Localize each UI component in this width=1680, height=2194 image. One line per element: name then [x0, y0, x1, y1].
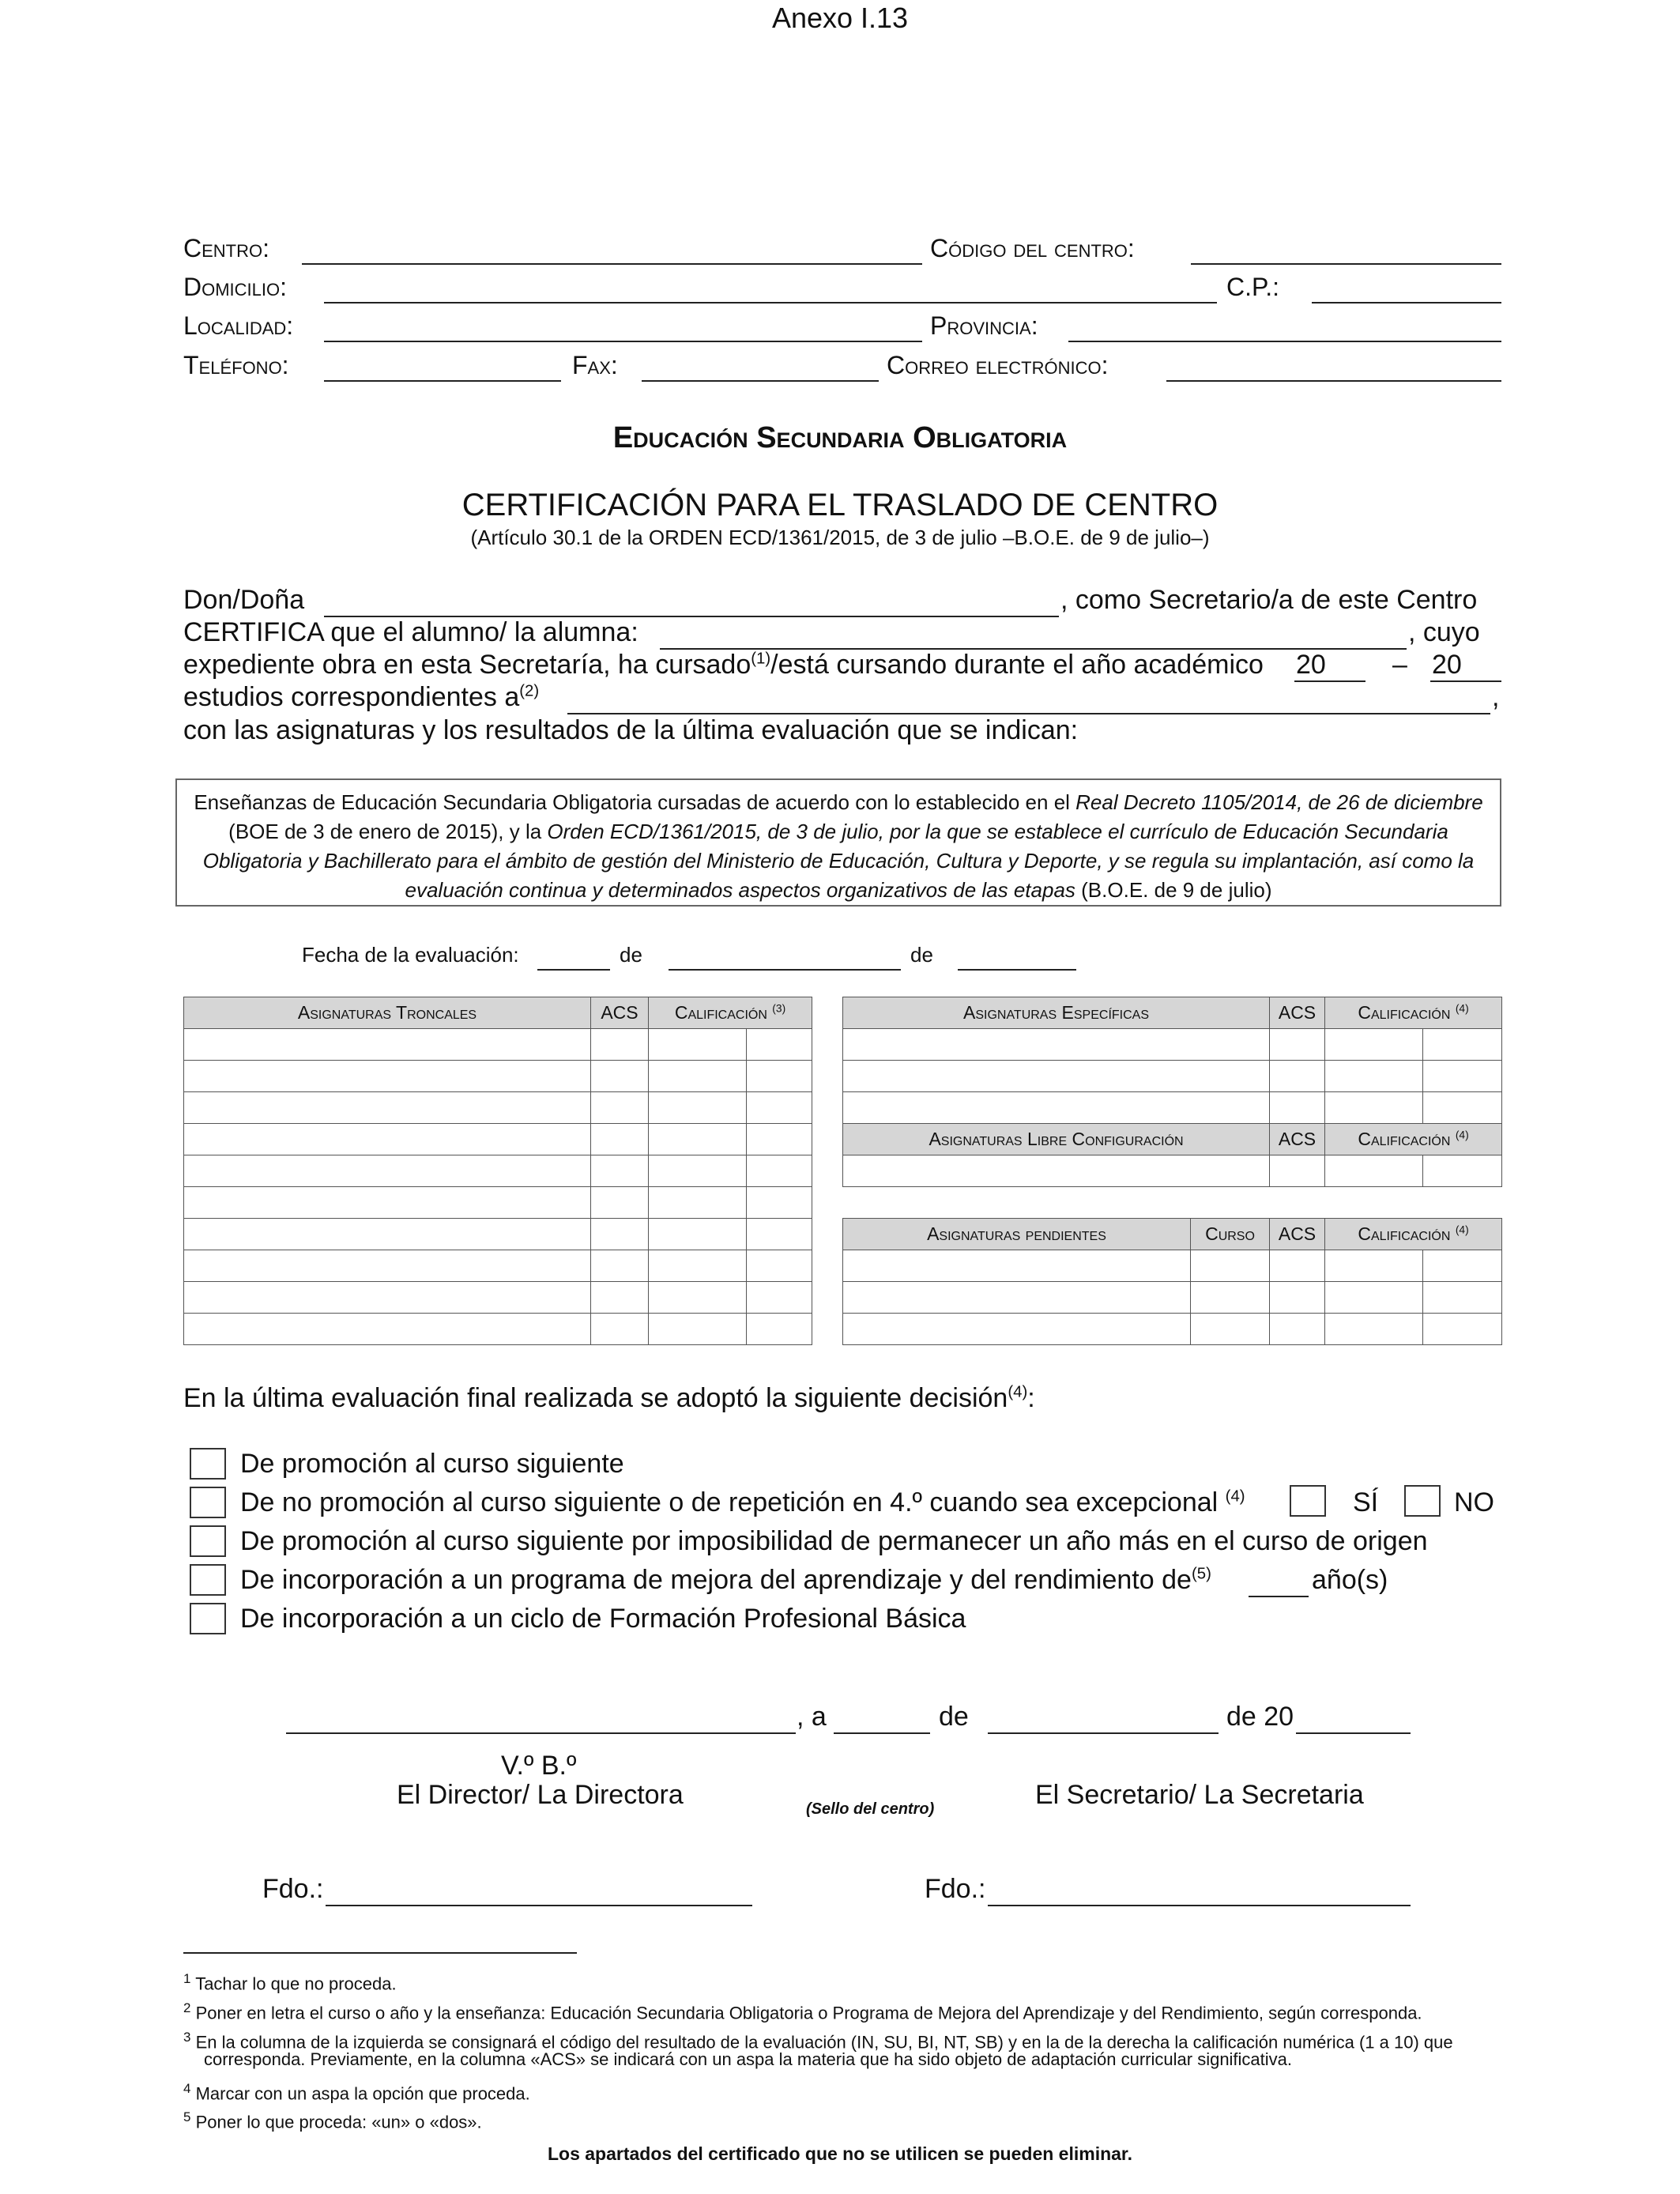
- place-a: , a: [797, 1702, 827, 1732]
- codigo-label: Código del centro:: [930, 234, 1135, 262]
- legal-italic-2: Orden ECD/1361/2015, de 3 de julio, por la que se establece el currículo de Educación Secundaria Obligatoria y Bachillerato para el ámbito de gestión del Ministerio de Educación, Cultura y Deporte, y se regula su implantación, así como la evaluación continua y determinados aspectos organizativos de las etapas: [202, 820, 1475, 902]
- libre-acs-header: ACS: [1270, 1124, 1325, 1155]
- cursando-text: /está cursando durante el año académico: [770, 650, 1264, 680]
- fdo-secretario-label: Fdo.:: [925, 1874, 986, 1904]
- footnote-3: $^3$ En la columna de la izquierda se consignará el código del resultado de la evaluación (IN, SU, BI, NT, SB) y en la de la derecha la calificación numérica (1 a 10) que: [183, 2030, 1453, 2053]
- legal-text-2: (BOE de 3 de enero de 2015), y la: [228, 820, 548, 843]
- year-dash: –: [1392, 650, 1407, 680]
- table-row[interactable]: [843, 1250, 1502, 1282]
- footnote-ref-4: (4): [1008, 1383, 1028, 1401]
- troncales-header: Asignaturas Troncales: [184, 997, 591, 1029]
- table-row[interactable]: [184, 1029, 812, 1061]
- date-de20: de 20: [1226, 1702, 1294, 1732]
- correo-field[interactable]: [1166, 380, 1501, 382]
- fecha-month-field[interactable]: [669, 969, 901, 971]
- expediente-line: [183, 650, 1264, 680]
- localidad-label: Localidad:: [183, 311, 294, 340]
- centro-label: Centro:: [183, 234, 269, 262]
- correo-label: Correo electrónico:: [887, 351, 1109, 379]
- level-title: Educación Secundaria Obligatoria: [612, 421, 1068, 454]
- option-4-label: De incorporación a un programa de mejora del aprendizaje y del rendimiento $de^{(5)}$: [240, 1565, 1211, 1595]
- doc-title: CERTIFICACIÓN PARA EL TRASLADO DE CENTRO: [461, 488, 1219, 522]
- asignaturas-intro: con las asignaturas y los resultados de la última evaluación que se indican:: [183, 715, 1079, 745]
- option-5-label: De incorporación a un ciclo de Formación Profesional Básica: [240, 1604, 966, 1634]
- place-field[interactable]: [286, 1732, 796, 1734]
- footnote-4: $^4$ Marcar con un aspa la opción que proceda.: [183, 2081, 530, 2104]
- pendientes-curso-header: Curso: [1191, 1219, 1270, 1250]
- table-header-row: [843, 1124, 1502, 1155]
- vb-label: V.º B.º: [501, 1751, 577, 1781]
- fecha-de-2: de: [910, 943, 933, 967]
- option-3-checkbox[interactable]: [190, 1525, 226, 1557]
- secretario-label: El Secretario/ La Secretaria: [1035, 1780, 1364, 1810]
- final-note: Los apartados del certificado que no se utilicen se pueden eliminar.: [547, 2143, 1133, 2164]
- month-field[interactable]: [988, 1732, 1219, 1734]
- codigo-field[interactable]: [1191, 263, 1501, 265]
- table-row[interactable]: [184, 1250, 812, 1282]
- decision-intro: En la última evaluación final realizada se adoptó la siguiente decisión$^{(4)}$:: [183, 1383, 1035, 1413]
- cp-field[interactable]: [1312, 302, 1501, 303]
- domicilio-field[interactable]: [324, 302, 1217, 303]
- sello-label: (Sello del centro): [806, 1800, 935, 1818]
- fecha-label: Fecha de la evaluación:: [302, 943, 519, 967]
- footnote-ref-1: (1): [751, 650, 771, 668]
- domicilio-label: Domicilio:: [183, 273, 288, 301]
- expediente-text: expediente obra en esta Secretaría, ha cursado: [183, 650, 751, 680]
- year-start-line: [1294, 680, 1365, 682]
- table-row[interactable]: [843, 1092, 1502, 1124]
- option-2-no-checkbox[interactable]: [1404, 1485, 1441, 1517]
- doc-subtitle: (Artículo 30.1 de la ORDEN ECD/1361/2015, de 3 de julio –B.O.E. de 9 de julio–): [470, 526, 1210, 549]
- year-end[interactable]: 20: [1432, 650, 1462, 680]
- especificas-header: Asignaturas Específicas: [843, 997, 1270, 1029]
- estudios-line: [183, 682, 539, 713]
- table-row[interactable]: [184, 1155, 812, 1187]
- year-field[interactable]: [1296, 1732, 1411, 1734]
- estudios-field[interactable]: [567, 713, 1490, 714]
- footnote-2: $^2$ Poner en letra el curso o año y la enseñanza: Educación Secundaria Obligatoria o Programa de Mejora del Aprendizaje y del Rendimiento, según corresponda.: [183, 2000, 1422, 2023]
- centro-field[interactable]: [302, 263, 922, 265]
- libre-header: Asignaturas Libre Configuración: [843, 1124, 1270, 1155]
- year-start[interactable]: 20: [1296, 650, 1326, 680]
- provincia-field[interactable]: [1068, 341, 1501, 342]
- especificas-acs-header: ACS: [1270, 997, 1325, 1029]
- fecha-day-field[interactable]: [537, 969, 610, 971]
- fdo-director-field[interactable]: [326, 1905, 752, 1906]
- como-text: , como Secretario/a de este Centro: [1060, 585, 1478, 615]
- table-row[interactable]: [184, 1061, 812, 1092]
- option-2-si-label: SÍ: [1353, 1487, 1379, 1517]
- table-header-row: [843, 1219, 1502, 1250]
- footnote-1: $^1$ Tachar lo que no proceda.: [183, 1971, 397, 1994]
- director-label: El Director/ La Directora: [397, 1780, 684, 1810]
- table-row[interactable]: [184, 1282, 812, 1314]
- troncales-acs-header: ACS: [591, 997, 649, 1029]
- troncales-calif-header: Calificación $^{(3)}$: [649, 997, 812, 1029]
- legal-text-3: (B.O.E. de 9 de julio): [1075, 878, 1272, 902]
- table-header-row: [184, 997, 812, 1029]
- especificas-table: [842, 997, 1502, 1345]
- cp-label: C.P.:: [1226, 273, 1279, 301]
- date-de: de: [939, 1702, 969, 1732]
- footnote-5: $^5$ Poner lo que proceda: «un» o «dos».: [183, 2109, 482, 2132]
- option-4-checkbox[interactable]: [190, 1564, 226, 1596]
- table-spacer-row: [843, 1187, 1502, 1219]
- year-end-line: [1430, 680, 1501, 682]
- troncales-table: [183, 997, 812, 1345]
- table-row[interactable]: [843, 1314, 1502, 1345]
- fdo-director-label: Fdo.:: [262, 1874, 324, 1904]
- day-field[interactable]: [834, 1732, 930, 1734]
- legal-notice-box: [175, 778, 1501, 907]
- legal-text-1: Enseñanzas de Educación Secundaria Obligatoria cursadas de acuerdo con lo establecido en el: [194, 790, 1076, 814]
- estudios-text: estudios correspondientes a: [183, 682, 520, 712]
- provincia-label: Provincia:: [930, 311, 1038, 340]
- fecha-de-1: de: [620, 943, 642, 967]
- localidad-field[interactable]: [324, 341, 922, 342]
- table-row[interactable]: [184, 1187, 812, 1219]
- table-row[interactable]: [843, 1282, 1502, 1314]
- option-2-label: De no promoción al curso siguiente o de repetición en 4.º cuando sea excepcional $^{(4)}$: [240, 1487, 1245, 1517]
- don-label: Don/Doña: [183, 585, 305, 615]
- option-1-checkbox[interactable]: [190, 1448, 226, 1480]
- libre-calif-header: Calificación $^{(4)}$: [1325, 1124, 1502, 1155]
- table-row[interactable]: [184, 1314, 812, 1345]
- pendientes-calif-header: Calificación $^{(4)}$: [1325, 1219, 1502, 1250]
- cuyo-text: , cuyo: [1408, 617, 1480, 647]
- especificas-calif-header: Calificación $^{(4)}$: [1325, 997, 1502, 1029]
- option-5-checkbox[interactable]: [190, 1603, 226, 1634]
- option-2-checkbox[interactable]: [190, 1487, 226, 1518]
- fecha-year-field[interactable]: [958, 969, 1076, 971]
- footnote-ref-2: (2): [519, 682, 540, 700]
- option-2-no-label: NO: [1454, 1487, 1494, 1517]
- estudios-comma: ,: [1492, 682, 1500, 712]
- fax-label: Fax:: [572, 351, 618, 379]
- table-row[interactable]: [843, 1061, 1502, 1092]
- table-header-row: [843, 997, 1502, 1029]
- table-row[interactable]: [184, 1092, 812, 1124]
- legal-italic-1: Real Decreto 1105/2014, de 26 de diciembre: [1075, 790, 1483, 814]
- table-row[interactable]: [184, 1124, 812, 1155]
- option-3-label: De promoción al curso siguiente por imposibilidad de permanecer un año más en el curso de origen: [240, 1526, 1428, 1556]
- option-4-anos-field[interactable]: [1249, 1596, 1309, 1597]
- certifica-text: CERTIFICA que el alumno/ la alumna:: [183, 617, 638, 647]
- table-row[interactable]: [843, 1155, 1502, 1187]
- footnote-separator: [183, 1952, 577, 1954]
- telefono-field[interactable]: [324, 380, 561, 382]
- option-1-label: De promoción al curso siguiente: [240, 1449, 624, 1479]
- pendientes-header: Asignaturas pendientes: [843, 1219, 1191, 1250]
- option-4-anos-label: año(s): [1312, 1565, 1388, 1595]
- table-row[interactable]: [184, 1219, 812, 1250]
- fax-field[interactable]: [642, 380, 879, 382]
- telefono-label: Teléfono:: [183, 351, 289, 379]
- fdo-secretario-field[interactable]: [988, 1905, 1411, 1906]
- footnote-3-cont: corresponda. Previamente, en la columna «ACS» se indicará con un aspa la materia que ha sido objeto de adaptación curricular significativa.: [204, 2049, 1293, 2069]
- table-row[interactable]: [843, 1029, 1502, 1061]
- pendientes-acs-header: ACS: [1270, 1219, 1325, 1250]
- option-2-si-checkbox[interactable]: [1290, 1485, 1326, 1517]
- annex-title: Anexo I.13: [771, 2, 909, 34]
